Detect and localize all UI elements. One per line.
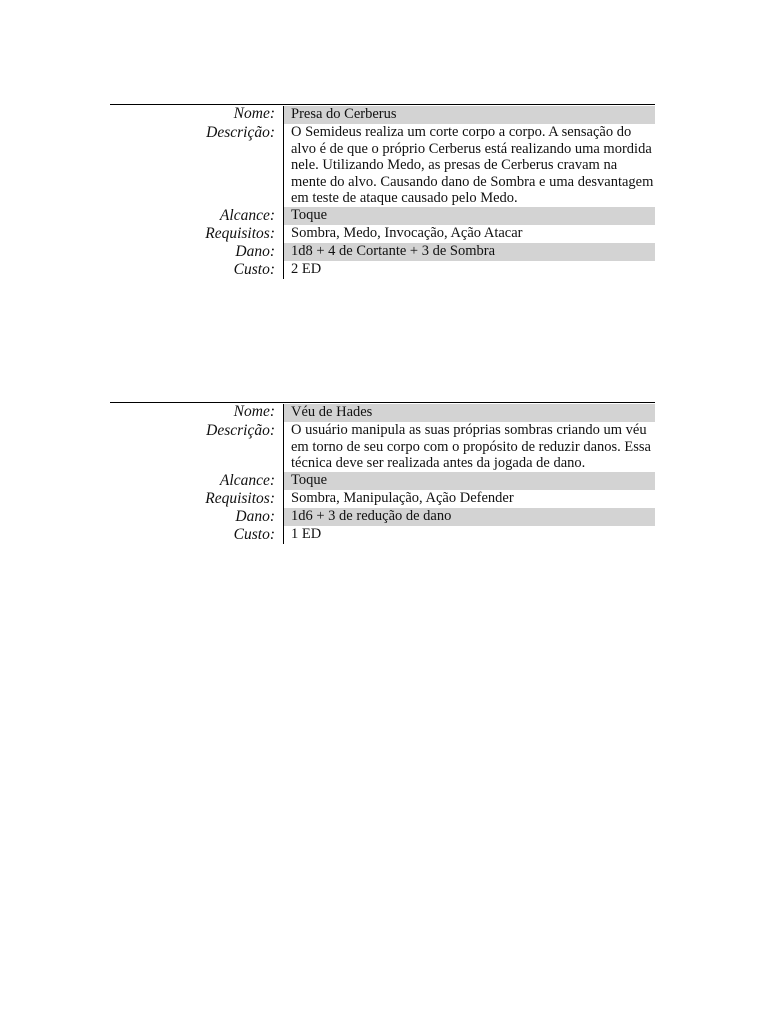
- value-descricao: O usuário manipula as suas próprias sombras criando um véu em torno de seu corpo com o propósito de reduzir danos. Essa técnica deve ser realizada antes da jogada de dano.: [283, 422, 655, 472]
- value-custo: 2 ED: [283, 261, 655, 279]
- value-dano: 1d6 + 3 de redução de dano: [283, 508, 655, 526]
- row-nome: [110, 105, 655, 124]
- label-alcance: Alcance:: [219, 206, 275, 224]
- value-requisitos: Sombra, Manipulação, Ação Defender: [283, 490, 655, 508]
- label-dano: Dano:: [235, 242, 275, 260]
- row-custo: [110, 526, 655, 544]
- row-dano: [110, 243, 655, 261]
- value-nome: Véu de Hades: [283, 404, 655, 422]
- row-alcance: [110, 472, 655, 490]
- label-custo: Custo:: [233, 525, 275, 543]
- technique-card-presa-do-cerberus: [110, 104, 655, 279]
- row-nome: [110, 403, 655, 422]
- row-dano: [110, 508, 655, 526]
- value-custo: 1 ED: [283, 526, 655, 544]
- row-alcance: [110, 207, 655, 225]
- value-descricao: O Semideus realiza um corte corpo a corpo. A sensação do alvo é de que o próprio Cerberus está realizando uma mordida nele. Utilizando Medo, as presas de Cerberus cravam na mente do alvo. Causando dano de Sombra e uma desvantagem em teste de ataque causado pelo Medo.: [283, 124, 655, 207]
- label-descricao: Descrição:: [206, 124, 275, 141]
- row-custo: [110, 261, 655, 279]
- label-alcance: Alcance:: [219, 471, 275, 489]
- row-requisitos: [110, 490, 655, 508]
- label-custo: Custo:: [233, 260, 275, 278]
- label-nome: Nome:: [233, 403, 275, 420]
- row-descricao: [110, 124, 655, 207]
- label-nome: Nome:: [233, 105, 275, 122]
- technique-card-veu-de-hades: [110, 402, 655, 544]
- value-requisitos: Sombra, Medo, Invocação, Ação Atacar: [283, 225, 655, 243]
- label-dano: Dano:: [235, 507, 275, 525]
- value-dano: 1d8 + 4 de Cortante + 3 de Sombra: [283, 243, 655, 261]
- label-requisitos: Requisitos:: [205, 224, 275, 242]
- row-descricao: [110, 422, 655, 472]
- label-descricao: Descrição:: [206, 422, 275, 439]
- row-requisitos: [110, 225, 655, 243]
- value-alcance: Toque: [283, 207, 655, 225]
- value-nome: Presa do Cerberus: [283, 106, 655, 124]
- label-requisitos: Requisitos:: [205, 489, 275, 507]
- value-alcance: Toque: [283, 472, 655, 490]
